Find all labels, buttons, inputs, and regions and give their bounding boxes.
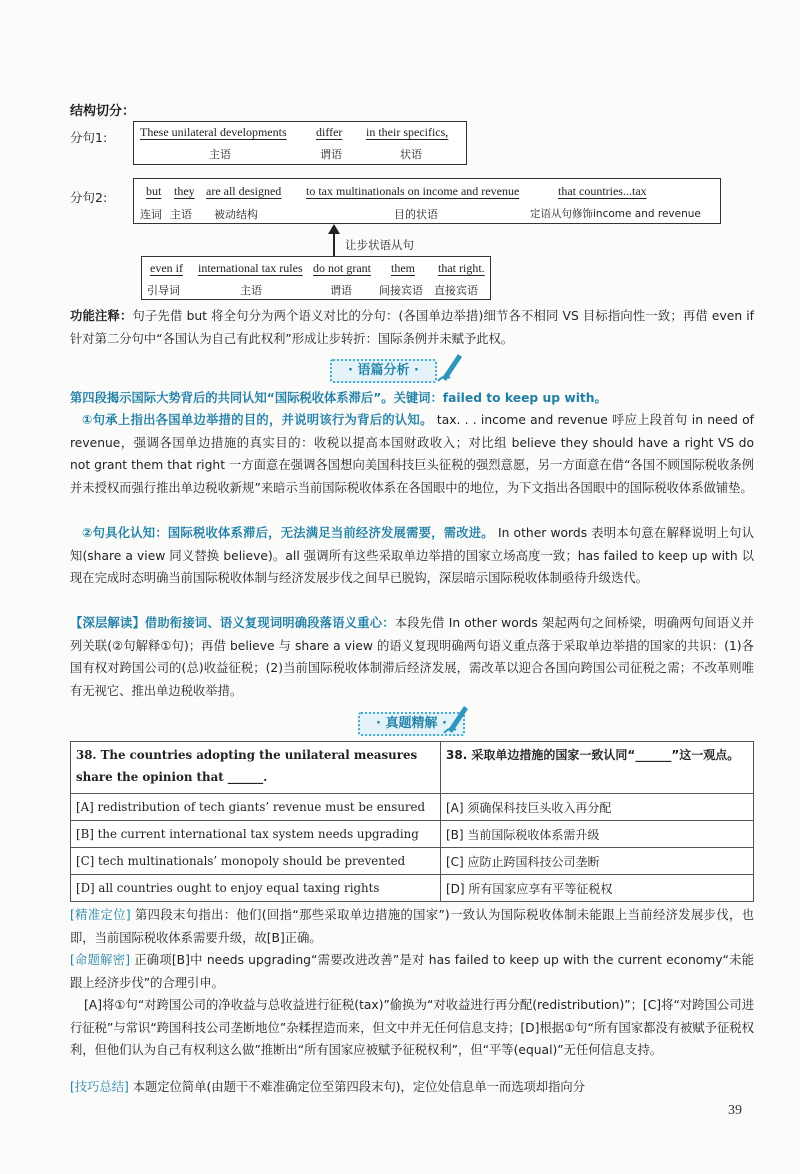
subclause-word: do not grant [313,261,371,275]
arrow-label: 让步状语从句 [345,238,414,252]
exam-banner: · 真题精解 · [358,712,465,736]
clause2-word: they [174,184,195,198]
skill-paragraph [70,1076,750,1099]
discourse-paragraph-1 [70,409,754,499]
up-arrow-icon [327,224,341,257]
subclause-word: that right. [438,261,485,275]
function-note-label: 功能注释： [70,309,133,323]
p2-lead: ②句具化认知：国际税收体系滞后，无法满足当前经济发展需要，需改进。 [82,526,494,540]
option-en: [D] all countries ought to enjoy equal taxing rights [71,875,441,902]
pen-icon [442,700,470,734]
discourse-paragraph-3 [70,612,754,702]
clause2-role: 主语 [170,208,192,221]
subclause-role: 主语 [240,284,262,297]
option-cn: [D] 所有国家应享有平等征税权 [441,875,754,902]
page-number: 39 [728,1103,742,1118]
subclause-role: 直接宾语 [434,284,478,297]
clause2-word: are all designed [206,184,282,198]
subclause-role: 引导词 [147,284,180,297]
option-cn: [A] 须确保科技巨头收入再分配 [441,794,754,821]
discourse-banner: · 语篇分析 · [330,359,437,383]
discourse-paragraph-2 [70,522,754,590]
option-en: [B] the current international tax system needs upgrading [71,821,441,848]
distractor-paragraph: [A]将①句“对跨国公司的净收益与总收益进行征税(tax)”偷换为“对收益进行再分配(redistribution)”；[C]将“对跨国公司进行征税”与常识“跨国科技公司垄断地位”杂糅捏造而来，但文中并无任何信息支持；[D]根据①句“所有国家都没有被赋予征税权利，但他们认为自己有权利这么做”推断出“所有国家应被赋予征税权利”，但“平等(equal)”无任何信息支持。 [70,998,754,1057]
discourse-heading: 第四段揭示国际大势背后的共同认知“国际税收体系滞后”。关键词：failed to keep up with。 [70,391,607,405]
reveal-paragraph [70,949,754,994]
question-table [70,741,754,902]
reveal-text: 正确项[B]中 needs upgrading“需要改进改善”是对 has failed to keep up with the current economy“未能跟上经济步伐”的合理引申。 [70,953,754,990]
p3-lead: 【深层解读】借助衔接词、语义复现词明确段落语义重心： [70,616,395,630]
locate-paragraph [70,904,754,949]
function-note-text: 句子先借 but 将全句分为两个语义对比的分句：(各国单边举措)细节各不相同 VS 目标指向性一致；再借 even if 针对第二分句中“各国认为自己有此权利”形成让步转折：国际条例并未赋予此权。 [70,309,754,346]
subclause-role: 谓语 [330,284,352,297]
skill-text: 本题定位简单(由题干不难准确定位至第四段末句)，定位处信息单一而选项却指向分 [128,1080,585,1094]
clause2-role: 被动结构 [214,208,258,221]
clause1-label: 分句1: [70,130,108,145]
clause2-word: but [146,184,162,198]
option-cn: [C] 应防止跨国科技公司垄断 [441,848,754,875]
clause1-adverbial: in their specifics, [366,125,449,139]
question-en: 38. The countries adopting the unilateral measures share the opinion that ______. [71,742,441,794]
structure-title: 结构切分： [70,104,136,119]
clause2-sub-box [141,256,491,300]
locate-text: 第四段末句指出：他们(回指“那些采取单边措施的国家”)一致认为国际税收体制未能跟上当前经济发展步伐，也即，当前国际税收体系需要升级，故[B]正确。 [70,908,754,945]
clause2-role: 定语从句修饰income and revenue [530,208,701,220]
pen-icon [436,348,464,382]
question-cn: 38. 采取单边措施的国家一致认同“______”这一观点。 [441,742,754,794]
p1-lead: ①句承上指出各国单边举措的目的，并说明该行为背后的认知。 [82,413,433,427]
option-en: [A] redistribution of tech giants’ revenue must be ensured [71,794,441,821]
option-cn: [B] 当前国际税收体系需升级 [441,821,754,848]
clause1-predicate: differ [316,125,343,139]
p2-body: In other words 表明本句意在解释说明上句认知(share a view 同义替换 believe)。all 强调所有这些采取单边举措的国家立场高度一致；has failed to keep up with 以现在完成时态明确当前国际税收体制与经济发展步伐之间早已脱钩，深层暗示国际税收体制亟待升级迭代。 [70,526,754,585]
subclause-word: international tax rules [198,261,303,275]
p3-body: 本段先借 In other words 架起两句之间桥梁，明确两句间语义并列关联(②句解释①句)；再借 believe 与 share a view 的语义复现明确两句语义重点落于采取单边举措的国家的共识：(1)各国有权对跨国公司的(总)收益征税；(2)当前国际税收体制滞后经济发展，需改革以迎合各国向跨国公司征税之需；不改革则唯有无视它、推出单边税收举措。 [70,616,754,698]
skill-tag: [技巧总结] [70,1080,129,1094]
p1-body: tax. . . income and revenue 呼应上段首句 in need of revenue，强调各国单边措施的真实目的：收税以提高本国财政收入；对比组 believe they should have a right VS do not grant them that right 一方面意在强调各国想向美国科技巨头征税的强烈意愿，另一方面意在借“各国不顾国际税收条例并未授权而强行推出单边税收新规”来暗示当前国际税收体系在各国眼中的地位，为下文指出各国眼中的国际税收体系做铺垫。 [70,413,754,495]
clause1-predicate-role: 谓语 [320,148,342,161]
clause1-subject-role: 主语 [209,148,231,161]
reveal-tag: [命题解密] [70,953,131,967]
subclause-role: 间接宾语 [379,284,423,297]
subclause-word: them [391,261,415,275]
option-en: [C] tech multinationals’ monopoly should be prevented [71,848,441,875]
clause2-label: 分句2: [70,190,108,205]
subclause-word: even if [150,261,183,275]
clause2-role: 目的状语 [394,208,438,221]
clause1-subject: These unilateral developments [140,125,287,139]
locate-tag: [精准定位] [70,908,131,922]
clause2-role: 连词 [140,208,162,221]
clause2-word: to tax multinationals on income and revenue [306,184,520,198]
function-note [70,305,754,350]
clause2-word: that countries...tax [558,184,647,198]
clause2-box [133,178,721,224]
clause1-adverbial-role: 状语 [400,148,422,161]
clause1-box [133,121,467,165]
